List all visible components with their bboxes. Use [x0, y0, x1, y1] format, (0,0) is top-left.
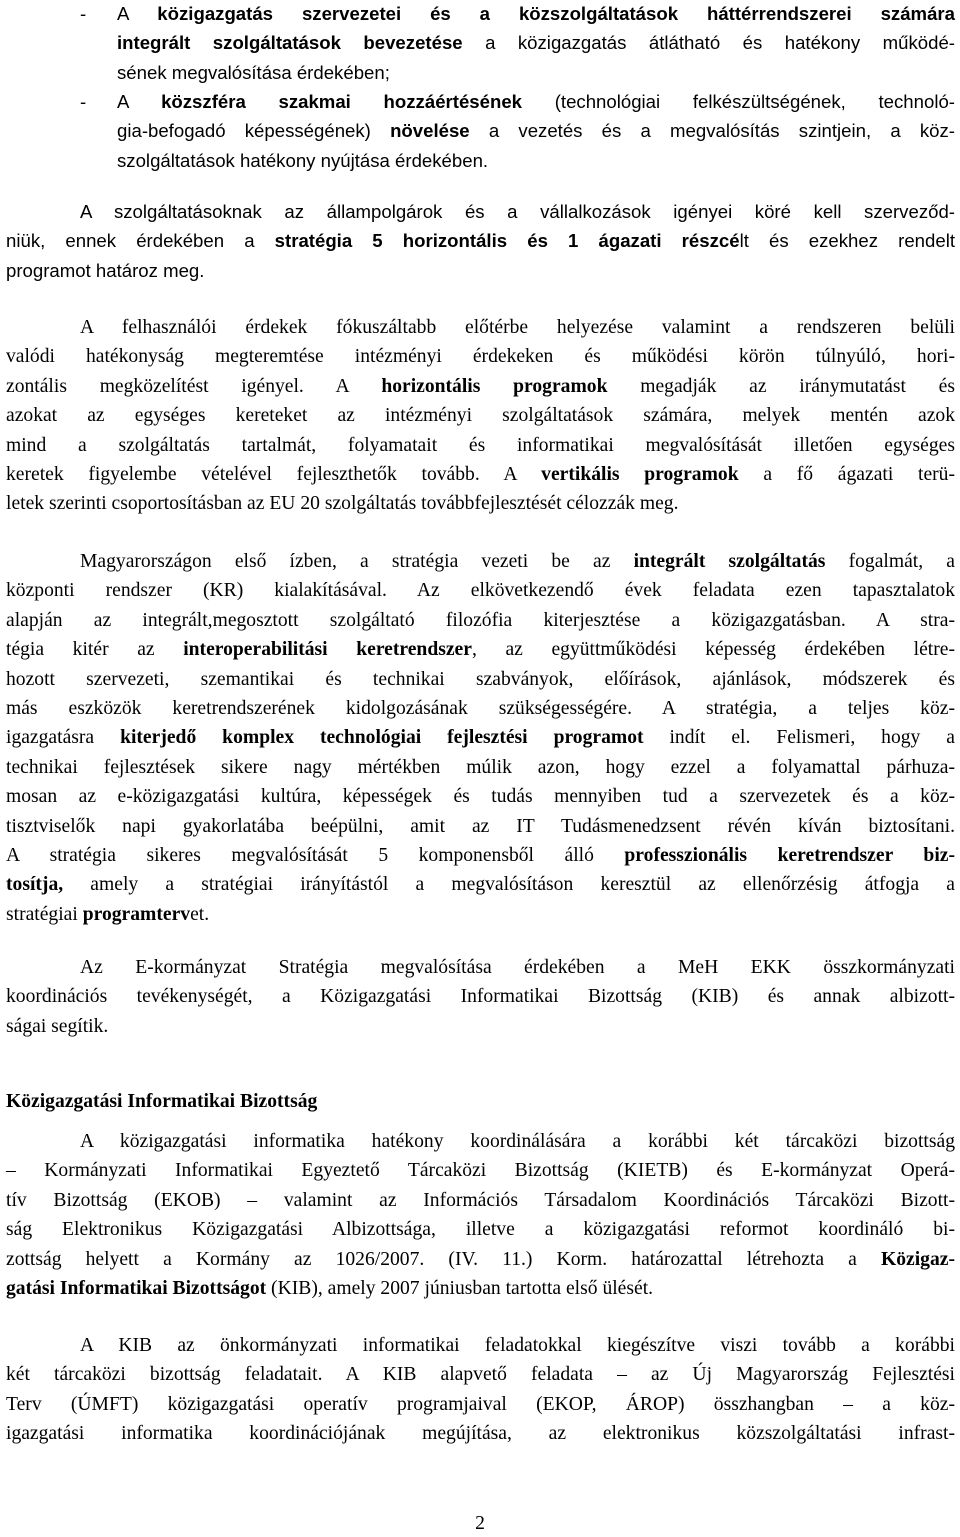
page-number: 2: [475, 1513, 485, 1534]
text-run: A KIB az önkormányzati informatikai feladatokkal kiegészítve viszi tovább a korábbi: [80, 1335, 955, 1356]
text-run: A stratégia sikeres megvalósítását 5 komponensből álló: [6, 845, 625, 866]
text-run: más eszközök keretrendszerének kidolgozásának szükségességére. A stratégia, a teljes köz-: [6, 698, 955, 719]
bold-text: közszféra szakmai hozzáértésének: [161, 91, 523, 112]
text-run: gia-befogadó képességének): [117, 120, 391, 142]
text-run: A felhasználói érdekek fókuszáltabb előtérbe helyezése valamint a rendszeren belüli: [80, 317, 955, 338]
text-run: a vezetés és a megvalósítás szintjein, a köz-: [469, 120, 955, 142]
text-run: zottság helyett a Kormány az 1026/2007. (IV. 11.) Korm. határozattal létrehozta a: [6, 1248, 881, 1270]
bold-text: Közigaz-: [881, 1248, 955, 1270]
text-run: – Kormányzati Informatikai Egyeztető Tárcaközi Bizottság (KIETB) és E-kormányzat Operá-: [6, 1160, 955, 1182]
text-run: fogalmát, a: [825, 551, 955, 572]
bold-text: horizontális programok: [381, 375, 608, 397]
text-run: amely a stratégiai irányítástól a megvalósításon keresztül az ellenőrzésig átfogja a: [63, 874, 955, 896]
bold-text: integrált szolgáltatások bevezetése: [117, 32, 463, 54]
text-run: technikai fejlesztések sikere nagy mértékben múlik azon, hogy ezzel a folyamattal párhuza-: [6, 756, 955, 778]
text-run: mosan az e-közigazgatási kultúra, képességek és tudás mennyiben tud a szervezetek és a köz-: [6, 786, 955, 808]
text-run: tív Bizottság (EKOB) – valamint az Információs Társadalom Koordinációs Tárcaközi Bizott-: [6, 1189, 955, 1211]
text-run: tégia kitér az: [6, 639, 184, 661]
paragraph-line: [6, 1246, 955, 1274]
text-run: mind a szolgáltatás tartalmát, folyamatait és informatikai megvalósítását illetően egységes: [6, 434, 955, 456]
text-run: Terv (ÚMFT) közigazgatási operatív programjaival (EKOP, ÁROP) összhangban – a köz-: [6, 1393, 955, 1415]
bold-text: interoperabilitási keretrendszer: [183, 639, 472, 661]
text-run: Magyarországon első ízben, a stratégia vezeti be az: [80, 551, 634, 572]
bold-text: kiterjedő komplex technológiai fejlesztési programot: [120, 727, 644, 749]
bullet-line: [117, 59, 955, 87]
paragraph-line: [6, 343, 955, 371]
bullet-marker: -: [80, 3, 87, 24]
paragraph-line: [6, 607, 955, 635]
paragraph-line: [6, 227, 955, 255]
paragraph-line: [6, 402, 955, 430]
bullet-marker: -: [80, 91, 87, 112]
paragraph-line: [6, 754, 955, 782]
paragraph-line: [6, 783, 955, 811]
text-run: (KIB), amely 2007 júniusban tartotta első ülését.: [266, 1278, 654, 1299]
bold-text: stratégia 5 horizontális és 1 ágazati részcé: [274, 230, 740, 252]
paragraph-line: [6, 373, 955, 401]
text-run: zontális megközelítést igényel. A: [6, 375, 382, 397]
bold-text: tosítja,: [6, 874, 64, 896]
paragraph-line: [6, 1420, 955, 1448]
paragraph-line: [80, 314, 955, 342]
text-run: A szolgáltatásoknak az állampolgárok és a vállalkozások igényei köré kell szerveződ-: [80, 201, 955, 222]
text-run: niük, ennek érdekében a: [6, 230, 275, 252]
bullet-line: [117, 88, 955, 116]
paragraph-line: [6, 666, 955, 694]
paragraph-line: [80, 954, 955, 982]
text-run: valódi hatékonyság megteremtése intézményi érdekeken és működési körön túlnyúló, hori-: [6, 346, 955, 368]
bold-text: programterv: [82, 903, 191, 925]
paragraph-line: [6, 636, 955, 664]
text-run: , az együttműködési képesség érdekében létre-: [471, 639, 956, 661]
paragraph-line: [6, 1216, 955, 1244]
section-heading: Közigazgatási Informatikai Bizottság: [6, 1091, 318, 1112]
paragraph-line: [6, 842, 955, 870]
paragraph-line: [6, 577, 955, 605]
text-run: igazgatásra: [6, 727, 121, 749]
text-run: keretek figyelembe vételével fejleszthetők tovább. A: [6, 464, 542, 485]
paragraph-line: [6, 1275, 955, 1303]
paragraph-line: [6, 1391, 955, 1419]
text-run: (technológiai felkészültségének, technoló-: [522, 91, 955, 112]
text-run: A közigazgatási informatika hatékony koordinálására a korábbi két tárcaközi bizottság: [80, 1131, 955, 1152]
paragraph-line: [6, 813, 955, 841]
text-run: letek szerinti csoportosításban az EU 20 szolgáltatás továbbfejlesztését célozzák meg.: [6, 493, 679, 515]
text-run: alapján az integrált,megosztott szolgáltató filozófia kiterjesztése a közigazgatásban. A stra-: [6, 609, 955, 631]
text-run: stratégiai: [6, 903, 83, 925]
text-run: a közigazgatás átlátható és hatékony működé-: [462, 32, 955, 54]
bullet-line: [117, 117, 955, 145]
text-run: programot határoz meg.: [6, 259, 205, 281]
text-run: A: [117, 3, 158, 24]
text-run: lt és ezekhez rendelt: [739, 230, 955, 252]
text-run: szolgáltatások hatékony nyújtása érdekében.: [117, 149, 489, 171]
bold-text: gatási Informatikai Bizottságot: [6, 1278, 267, 1299]
text-run: tisztviselők napi gyakorlatába beépülni, amit az IT Tudásmenedzsent révén kíván biztosítani.: [6, 815, 955, 837]
text-run: igazgatási informatika koordinációjának megújítása, az elektronikus közszolgáltatási infrast-: [6, 1423, 955, 1445]
text-run: koordinációs tevékenységét, a Közigazgatási Informatikai Bizottság (KIB) és annak albizott-: [6, 986, 955, 1008]
paragraph-line: [80, 1128, 955, 1156]
text-run: A: [117, 91, 162, 112]
paragraph-line: [6, 983, 955, 1011]
bullet-line: [117, 147, 955, 175]
text-run: indít el. Felismeri, hogy a: [643, 727, 955, 749]
text-run: két tárcaközi bizottság feladatait. A KIB alapvető feladata – az Új Magyarország Fejlesztési: [6, 1364, 955, 1386]
paragraph-line: [6, 1187, 955, 1215]
text-run: azokat az egységes kereteket az intézményi szolgáltatások számára, melyek mentén azok: [6, 405, 955, 427]
paragraph-line: [6, 724, 955, 752]
paragraph-line: [80, 1332, 955, 1360]
paragraph-line: [6, 901, 955, 929]
bold-text: növelése: [390, 120, 470, 142]
text-run: sének megvalósítása érdekében;: [117, 61, 390, 83]
text-run: a fő ágazati terü-: [738, 464, 955, 485]
text-run: et.: [190, 903, 210, 925]
paragraph-line: [6, 695, 955, 723]
paragraph-line: [6, 461, 955, 489]
paragraph-line: [6, 490, 955, 518]
paragraph-line: [6, 257, 955, 285]
paragraph-line: [6, 1361, 955, 1389]
text-run: Az E-kormányzat Stratégia megvalósítása érdekében a MeH EKK összkormányzati: [80, 957, 955, 978]
text-run: ság Elektronikus Közigazgatási Albizottsága, illetve a közigazgatási reformot koordináló bi-: [6, 1219, 955, 1241]
bold-text: professzionális keretrendszer biz-: [624, 845, 955, 866]
paragraph-line: [6, 432, 955, 460]
paragraph-line: [6, 1157, 955, 1185]
text-run: ságai segítik.: [6, 1015, 109, 1037]
paragraph-line: [6, 871, 955, 899]
bold-text: közigazgatás szervezetei és a közszolgáltatások háttérrendszerei számára: [157, 3, 955, 24]
paragraph-line: [80, 198, 955, 226]
bullet-line: [117, 0, 955, 28]
text-run: hozott szervezeti, szemantikai és technikai szabványok, előírások, ajánlások, módszerek és: [6, 668, 955, 690]
text-run: központi rendszer (KR) kialakításával. Az elkövetkezendő évek feladata ezen tapasztalatok: [6, 580, 955, 602]
bullet-line: [117, 29, 955, 57]
paragraph-line: [6, 1013, 955, 1041]
bold-text: integrált szolgáltatás: [633, 551, 826, 572]
paragraph-line: [80, 548, 955, 576]
bold-text: vertikális programok: [541, 464, 739, 485]
text-run: megadják az iránymutatást és: [607, 375, 955, 397]
